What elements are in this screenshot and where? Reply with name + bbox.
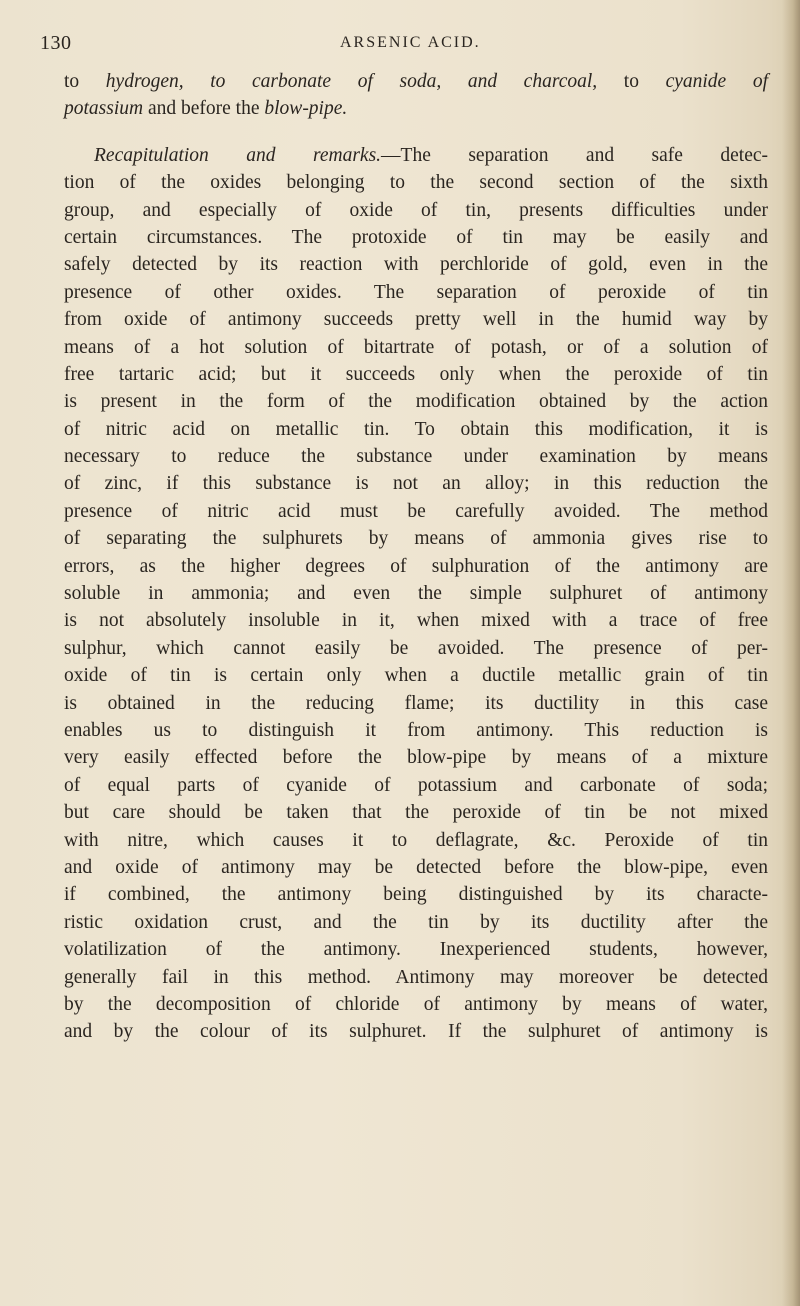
text-line: but care should be taken that the peroxide of tin be not mixed: [64, 802, 768, 824]
body-text: [64, 68, 768, 1046]
page-edge-shadow: [782, 0, 800, 1306]
paragraph-heading: Recapitulation and remarks.: [94, 144, 382, 166]
text-line: errors, as the higher degrees of sulphuration of the antimony are: [64, 555, 768, 577]
text-line: necessary to reduce the substance under examination by means: [64, 446, 768, 468]
text-line: oxide of tin is certain only when a ductile metallic grain of tin: [64, 665, 768, 687]
text-line: volatilization of the antimony. Inexperienced students, however,: [64, 939, 768, 961]
text-line: with nitre, which causes it to deflagrate, &c. Peroxide of tin: [64, 829, 768, 851]
page-number: 130: [40, 32, 72, 54]
text-line: soluble in ammonia; and even the simple sulphuret of antimony: [64, 583, 768, 605]
text-line: ristic oxidation crust, and the tin by its ductility after the: [64, 911, 768, 933]
text-line: potassium and before the blow-pipe.: [64, 98, 348, 120]
text-line: means of a hot solution of bitartrate of potash, or of a solution of: [64, 336, 768, 358]
text-line: group, and especially of oxide of tin, presents difficulties under: [64, 199, 768, 221]
text-line: and by the colour of its sulphuret. If the sulphuret of antimony is: [64, 1021, 768, 1043]
text-line: of nitric acid on metallic tin. To obtain this modification, it is: [64, 418, 768, 440]
text-line: presence of nitric acid must be carefully avoided. The method: [64, 500, 768, 522]
page-header: [40, 32, 740, 62]
text-line: very easily effected before the blow-pipe by means of a mixture: [64, 747, 768, 769]
text-line: safely detected by its reaction with perchloride of gold, even in the: [64, 254, 768, 276]
text-line: and oxide of antimony may be detected before the blow-pipe, even: [64, 856, 768, 878]
text-line: enables us to distinguish it from antimony. This reduction is: [64, 719, 768, 741]
text-line: sulphur, which cannot easily be avoided. The presence of per-: [64, 637, 768, 659]
text-line: of zinc, if this substance is not an alloy; in this reduction the: [64, 473, 768, 495]
text-line: is not absolutely insoluble in it, when mixed with a trace of free: [64, 610, 768, 632]
text-line: generally fail in this method. Antimony may moreover be detected: [64, 966, 768, 988]
paragraph-heading-line: Recapitulation and remarks.—The separation and safe detec-: [94, 144, 769, 166]
text-line: to hydrogen, to carbonate of soda, and charcoal, to cyanide of: [64, 71, 768, 92]
text-line: by the decomposition of chloride of antimony by means of water,: [64, 993, 768, 1015]
text-line: is present in the form of the modification obtained by the action: [64, 391, 768, 413]
text-line: presence of other oxides. The separation of peroxide of tin: [64, 281, 768, 303]
text-line: tion of the oxides belonging to the second section of the sixth: [64, 172, 768, 194]
text-line: of equal parts of cyanide of potassium and carbonate of soda;: [64, 774, 768, 796]
text-line: is obtained in the reducing flame; its ductility in this case: [64, 692, 768, 714]
text-line: if combined, the antimony being distinguished by its characte-: [64, 884, 768, 906]
running-title: ARSENIC ACID.: [340, 34, 481, 51]
text-line: of separating the sulphurets by means of ammonia gives rise to: [64, 528, 768, 550]
text-line: free tartaric acid; but it succeeds only when the peroxide of tin: [64, 363, 768, 385]
text-line: certain circumstances. The protoxide of tin may be easily and: [64, 226, 768, 248]
text-line: from oxide of antimony succeeds pretty well in the humid way by: [64, 309, 768, 331]
